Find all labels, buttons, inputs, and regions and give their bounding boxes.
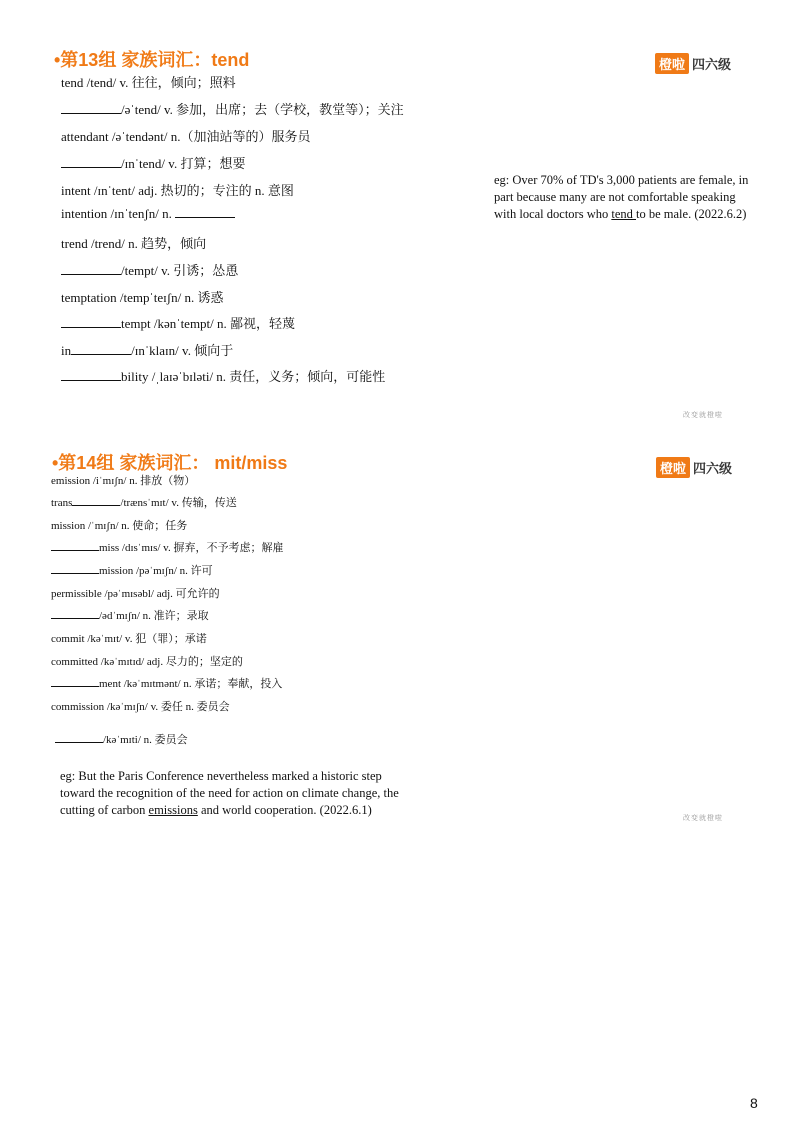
page-number: 8 (750, 1095, 758, 1111)
example-underlined: tend (611, 207, 636, 221)
brand-tag: 橙啦 (656, 457, 690, 478)
vocab-line (55, 731, 188, 747)
vocab-text: /ədˈmɪʃn/ n. 准许；录取 (99, 610, 209, 622)
fill-in-blank[interactable] (61, 316, 121, 328)
vocab-text: /kəˈmɪti/ n. 委员会 (103, 734, 188, 746)
vocab-text: in (61, 343, 72, 358)
vocab-text: attendant /əˈtendənt/ n.（加油站等的）服务员 (61, 129, 311, 144)
vocab-line (61, 126, 310, 145)
vocab-text: /əˈtend/ v. 参加，出席；去（学校，教堂等）；关注 (121, 102, 404, 117)
watermark: 改变就橙啦 (683, 411, 723, 419)
vocab-line (61, 366, 385, 385)
vocab-text: tempt /kənˈtempt/ n. 鄙视，轻蔑 (121, 316, 296, 331)
example-sentence (60, 768, 405, 819)
vocab-line (51, 630, 207, 646)
vocab-line (61, 287, 223, 306)
fill-in-blank[interactable] (61, 102, 121, 114)
vocab-line (51, 517, 187, 533)
vocab-text: permissible /pəˈmɪsəbl/ adj. 可允许的 (51, 588, 220, 600)
vocab-line (51, 675, 282, 691)
fill-in-blank[interactable] (51, 675, 99, 687)
vocab-line (51, 698, 230, 714)
vocab-line (61, 180, 294, 199)
vocab-line (61, 72, 236, 91)
vocab-line (61, 340, 233, 359)
fill-in-blank[interactable] (61, 369, 121, 381)
vocab-line (61, 260, 238, 279)
fill-in-blank[interactable] (51, 539, 99, 551)
vocab-text: tend /tend/ v. 往往，倾向；照料 (61, 75, 236, 90)
brand-level: 四六级 (693, 462, 733, 477)
fill-in-blank[interactable] (61, 156, 121, 168)
vocab-text: trend /trend/ n. 趋势，倾向 (61, 236, 207, 251)
example-text: eg: But the Paris Conference nevertheless marked a historic step toward the recognition of the need for action on climate change, the cutting of carbon (60, 769, 399, 817)
vocab-line (51, 653, 243, 669)
example-text-end: and world cooperation. (2022.6.1) (197, 803, 372, 817)
vocab-text: /ɪnˈtend/ v. 打算；想要 (121, 156, 246, 171)
brand-badge (656, 457, 732, 478)
fill-in-blank[interactable] (51, 562, 99, 574)
vocab-line (51, 562, 213, 578)
section-title: •第13组 家族词汇：tend (54, 50, 250, 70)
vocab-line (61, 99, 404, 118)
example-text: eg: Over 70% of TD's 3,000 patients are female, in part because many are not comfortable speaking with local doctors who (494, 173, 749, 221)
vocab-line (61, 313, 295, 332)
vocab-text: emission /iˈmɪʃn/ n. 排放（物） (51, 475, 196, 487)
brand-tag: 橙啦 (655, 53, 689, 74)
example-underlined: emissions (148, 803, 198, 817)
vocab-line (51, 585, 220, 601)
vocab-line (51, 607, 209, 623)
vocab-line (51, 494, 237, 510)
vocab-text: trans (51, 497, 73, 509)
watermark: 改变就橙啦 (683, 814, 723, 822)
vocab-text: bility /ˌlaɪəˈbɪləti/ n. 责任，义务；倾向，可能性 (121, 369, 386, 384)
vocab-line (61, 233, 206, 252)
vocab-text: ment /kəˈmɪtmənt/ n. 承诺；奉献，投入 (99, 678, 283, 690)
vocab-line (61, 206, 235, 222)
vocab-line (61, 153, 245, 172)
vocab-text: mission /pəˈmɪʃn/ n. 许可 (99, 565, 213, 577)
fill-in-blank[interactable] (72, 494, 120, 506)
vocab-text: mission /ˈmɪʃn/ n. 使命；任务 (51, 520, 188, 532)
fill-in-blank[interactable] (61, 263, 121, 275)
fill-in-blank[interactable] (175, 206, 235, 218)
fill-in-blank[interactable] (71, 343, 131, 355)
fill-in-blank[interactable] (51, 607, 99, 619)
vocab-text: intent /ɪnˈtent/ adj. 热切的；专注的 n. 意图 (61, 183, 294, 198)
vocab-line (51, 539, 283, 555)
vocab-text: commission /kəˈmɪʃn/ v. 委任 n. 委员会 (51, 701, 230, 713)
vocab-text: /ɪnˈklaɪn/ v. 倾向于 (131, 343, 234, 358)
example-sentence (494, 172, 756, 223)
vocab-text: miss /dɪsˈmɪs/ v. 摒弃，不予考虑；解雇 (99, 542, 284, 554)
vocab-text: intention /ɪnˈtenʃn/ n. (61, 206, 176, 221)
vocab-text: temptation /tempˈteɪʃn/ n. 诱惑 (61, 290, 224, 305)
vocab-text: /tempt/ v. 引诱；怂恿 (121, 263, 239, 278)
brand-level: 四六级 (692, 58, 732, 73)
vocab-line (51, 472, 195, 488)
example-text-end: to be male. (2022.6.2) (636, 207, 747, 221)
fill-in-blank[interactable] (55, 731, 103, 743)
vocab-text: commit /kəˈmɪt/ v. 犯（罪）；承诺 (51, 633, 207, 645)
section-title: •第14组 家族词汇： mit/miss (52, 453, 288, 473)
vocab-text: /trænsˈmɪt/ v. 传输，传送 (120, 497, 237, 509)
brand-badge (655, 53, 731, 74)
vocab-text: committed /kəˈmɪtɪd/ adj. 尽力的；坚定的 (51, 656, 243, 668)
